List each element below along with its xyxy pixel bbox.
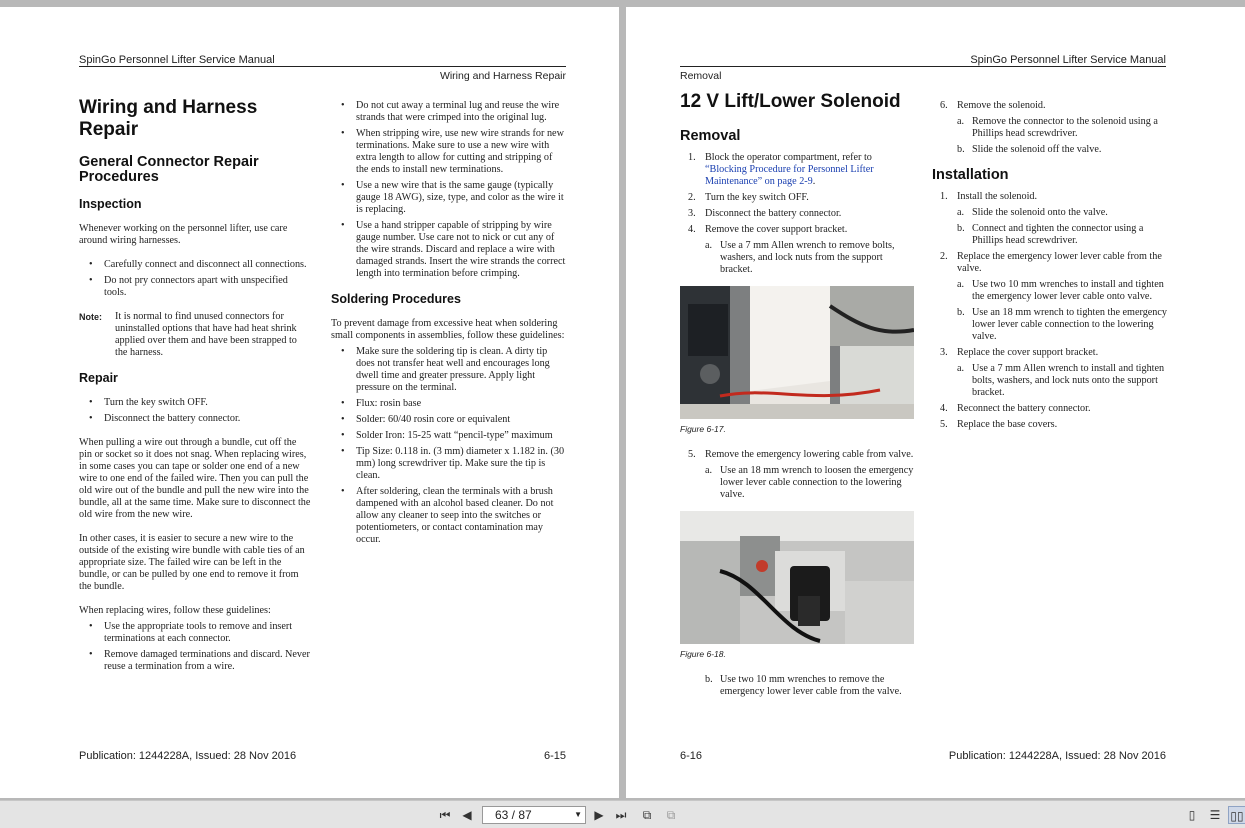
list-item: a. Remove the connector to the solenoid using a Phillips head screwdriver.	[957, 116, 1158, 139]
removal-steps-col2	[932, 100, 1168, 156]
repair-heading: Repair	[79, 371, 118, 385]
running-header: SpinGo Personnel Lifter Service Manual	[79, 54, 275, 66]
first-page-icon[interactable]: ⏮	[439, 808, 451, 822]
list-item: 1. Block the operator compartment, refer to “Blocking Procedure for Personnel Lifter Maintenance” on page 2-9.	[688, 152, 874, 187]
footer-publication: Publication: 1244228A, Issued: 28 Nov 2016	[948, 750, 1166, 762]
page-title: Wiring and Harness Repair	[79, 97, 258, 140]
list-item: 1. Install the solenoid. a. Slide the solenoid onto the valve. b. Connect and tighten the connector using a Phillips head screwdriver.	[932, 191, 1168, 247]
list-item: 2. Turn the key switch OFF.	[688, 192, 809, 203]
removal-substeps	[705, 674, 916, 698]
header-rule	[79, 66, 566, 67]
list-item: a. Slide the solenoid onto the valve.	[957, 207, 1108, 218]
repair-paragraph: In other cases, it is easier to secure a new wire to the outside of the existing wire bundle with cable ties of an appropriate size. The failed wire can be left in the bundle, or can be pulled by one end to remove it from the bundle.	[79, 533, 305, 592]
back-icon[interactable]: ⧉	[642, 808, 652, 822]
last-page-icon[interactable]: ⏭	[615, 808, 627, 822]
list-item: • When stripping wire, use new wire strands for new terminations. Make sure to use a new wire with extra length to allow for cutting and stripping of the ends to install new terminations.	[331, 128, 567, 176]
solenoid-photo-2	[680, 511, 914, 644]
inspection-intro: Whenever working on the personnel lifter, use care around wiring harnesses.	[79, 223, 288, 246]
inspection-heading: Inspection	[79, 197, 142, 211]
viewer-toolbar	[0, 800, 1245, 828]
list-item: 3. Replace the cover support bracket. a. Use a 7 mm Allen wrench to install and tighten bolts, washers, and lock nuts onto the support bracket.	[932, 347, 1168, 399]
list-item: • Use the appropriate tools to remove and insert terminations at each connector.	[79, 621, 311, 645]
list-item: • Flux: rosin base	[331, 398, 567, 410]
section-header: Wiring and Harness Repair	[439, 70, 566, 82]
footer-publication: Publication: 1244228A, Issued: 28 Nov 2016	[79, 750, 297, 762]
prev-page-icon[interactable]: ◀	[462, 808, 472, 822]
right-page	[626, 7, 1245, 798]
section-title: General Connector Repair Procedures	[79, 154, 259, 185]
list-item: • Use a hand stripper capable of stripping by wire gauge number. Use care not to nick or cut any of the wire strands. Discard and replace a wire with damaged strands. Insert the wire strands the correct length into termination before crimping.	[331, 220, 567, 280]
list-item: 5. Replace the base covers.	[940, 419, 1058, 430]
two-page-icon[interactable]: ▯▯	[1228, 806, 1245, 824]
list-item: 5. Remove the emergency lowering cable from valve. a. Use an 18 mm wrench to loosen the emergency lower lever cable connection to the lowering valve.	[680, 449, 916, 501]
list-item: 6. Remove the solenoid. a. Remove the connector to the solenoid using a Phillips head screwdriver. b. Slide the solenoid off the valve.	[932, 100, 1168, 156]
inspection-list	[79, 259, 311, 299]
note-text: It is normal to find unused connectors for uninstalled options that have had heat shrink applied over them and have been strapped to the harness.	[115, 311, 297, 358]
list-item: b. Connect and tighten the connector using a Phillips head screwdriver.	[957, 223, 1144, 246]
left-page	[0, 7, 619, 798]
note-label: Note:	[79, 312, 102, 322]
page-title: 12 V Lift/Lower Solenoid	[680, 91, 901, 112]
header-rule	[680, 66, 1166, 67]
list-item: a. Use two 10 mm wrenches to install and tighten the emergency lower lever cable onto valve.	[957, 279, 1164, 302]
single-page-icon[interactable]: ▯	[1188, 808, 1196, 822]
list-item: b. Use an 18 mm wrench to tighten the emergency lower lever cable connection to the lowering valve.	[957, 307, 1168, 342]
left-column-2	[331, 100, 567, 558]
removal-steps	[680, 152, 916, 276]
list-item: • Disconnect the battery connector.	[79, 413, 311, 425]
soldering-heading: Soldering Procedures	[331, 292, 461, 306]
forward-icon[interactable]: ⧉	[666, 808, 676, 822]
list-item: a. Use an 18 mm wrench to loosen the emergency lower lever cable connection to the lowering valve.	[705, 465, 914, 500]
list-item: • Do not pry connectors apart with unspecified tools.	[79, 275, 311, 299]
repair-paragraph: When replacing wires, follow these guidelines:	[79, 605, 271, 616]
page-indicator: 63 / 87	[495, 808, 532, 822]
list-item: • Solder Iron: 15-25 watt “pencil-type” maximum	[331, 430, 567, 442]
list-item: • After soldering, clean the terminals with a brush dampened with an alcohol based cleaner. Do not allow any cleaner to seep into the switches or potentiometers, or contact contamination may occur.	[331, 486, 567, 546]
next-page-icon[interactable]: ▶	[594, 808, 604, 822]
figure-caption: Figure 6-17.	[680, 424, 726, 434]
list-item: • Make sure the soldering tip is clean. A dirty tip does not transfer heat well and encourages long dwell time and greater pressure. Apply light pressure on the terminal.	[331, 346, 567, 394]
figure-caption: Figure 6-18.	[680, 649, 726, 659]
chevron-down-icon: ▼	[574, 810, 582, 819]
list-item: 4. Remove the cover support bracket. a. Use a 7 mm Allen wrench to remove bolts, washers, and lock nuts from the support bracket.	[680, 224, 916, 276]
cross-reference-link[interactable]: “Blocking Procedure for Personnel Lifter Maintenance” on page 2-9	[705, 164, 874, 187]
footer-page-number: 6-15	[543, 750, 566, 762]
section-header: Removal	[680, 70, 722, 82]
soldering-intro: To prevent damage from excessive heat when soldering small components in assemblies, follow these guidelines:	[331, 318, 565, 341]
list-item: b. Use two 10 mm wrenches to remove the emergency lower lever cable from the valve.	[705, 674, 902, 697]
list-item: • Solder: 60/40 rosin core or equivalent	[331, 414, 567, 426]
list-item: 2. Replace the emergency lower lever cable from the valve. a. Use two 10 mm wrenches to install and tighten the emergency lower lever cable onto valve. b. Use an 18 mm wrench to tighten the emergency lower lever cable connection to the lowering valve.	[940, 251, 1168, 342]
page-number-selector[interactable]	[482, 806, 586, 824]
left-column-1	[79, 97, 311, 685]
list-item: • Turn the key switch OFF.	[79, 397, 311, 409]
right-column-1	[680, 91, 916, 702]
list-item: • Remove damaged terminations and discard. Never reuse a termination from a wire.	[79, 649, 311, 673]
footer-page-number: 6-16	[680, 750, 703, 762]
right-column-2	[932, 100, 1168, 435]
guidelines-list	[79, 621, 311, 673]
installation-heading: Installation	[932, 167, 1009, 183]
repair-list	[79, 397, 311, 425]
note-block	[79, 311, 311, 359]
list-item: • Do not cut away a terminal lug and reuse the wire strands that were crimped into the original lug.	[331, 100, 567, 124]
wire-guidelines-list	[331, 100, 567, 280]
list-item: a. Use a 7 mm Allen wrench to install and tighten bolts, washers, and lock nuts onto the support bracket.	[957, 363, 1165, 398]
list-item: • Use a new wire that is the same gauge (typically gauge 18 AWG), size, type, and color as the wire it is replacing.	[331, 180, 567, 216]
list-item: b. Slide the solenoid off the valve.	[957, 144, 1102, 155]
list-item: • Carefully connect and disconnect all connections.	[79, 259, 311, 271]
soldering-list	[331, 346, 567, 546]
list-item: • Tip Size: 0.118 in. (3 mm) diameter x 1.182 in. (30 mm) long screwdriver tip. Make sure the tip is clean.	[331, 446, 567, 482]
list-item: a. Use a 7 mm Allen wrench to remove bolts, washers, and lock nuts from the support bracket.	[705, 240, 895, 275]
repair-paragraph: When pulling a wire out through a bundle, cut off the pin or socket so it does not snag. When replacing wires, in some cases you can tape or solder one end of a new wire to one end of the failed wire. Then you can pull the old wire out of the bundle and pull the new wire into the bundle, all at the same time. Make sure to disconnect the old wire from the new wire.	[79, 437, 311, 520]
running-header: SpinGo Personnel Lifter Service Manual	[970, 54, 1166, 66]
solenoid-photo-1	[680, 286, 914, 419]
removal-heading: Removal	[680, 128, 741, 144]
list-item: 3. Disconnect the battery connector.	[688, 208, 842, 219]
removal-steps-cont	[680, 449, 916, 501]
list-item: 4. Reconnect the battery connector.	[940, 403, 1091, 414]
continuous-icon[interactable]: ☰	[1209, 808, 1221, 822]
installation-steps	[932, 191, 1168, 431]
